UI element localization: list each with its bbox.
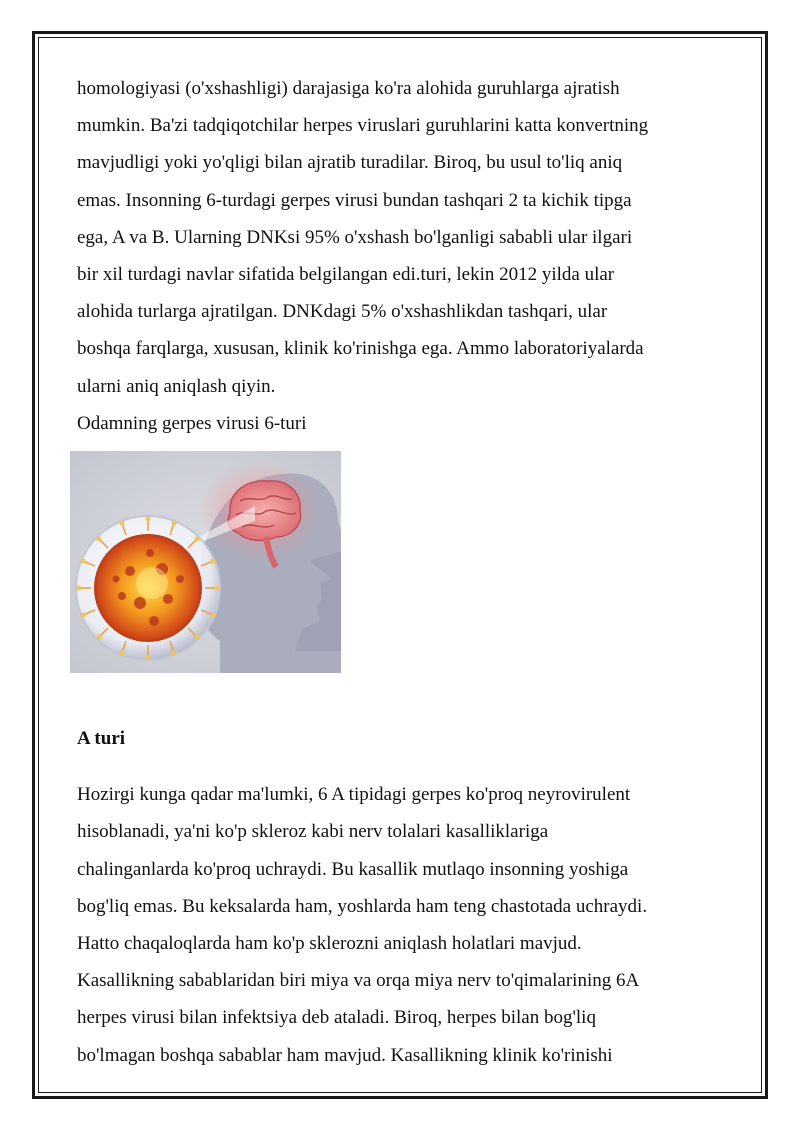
text-line: hisoblanadi, ya'ni ko'p skleroz kabi nerv tolalari kasalliklariga [77, 821, 549, 843]
text-line: Hatto chaqaloqlarda ham ko'p sklerozni aniqlash holatlari mavjud. [77, 933, 582, 955]
text-line: Hozirgi kunga qadar ma'lumki, 6 A tipidagi gerpes ko'proq neyrovirulent [77, 784, 631, 806]
figure-caption [77, 405, 727, 442]
text-line: homologiyasi (o'xshashligi) darajasiga ko'ra alohida guruhlarga ajratish [77, 78, 620, 99]
text-line: ularni aniq aniqlash qiyin. [77, 375, 276, 397]
text-line: bog'liq emas. Bu keksalarda ham, yoshlarda ham teng chastotada uchraydi. [77, 895, 648, 917]
text-line: chalinganlarda ko'proq uchraydi. Bu kasallik mutlaqo insonning yoshiga [77, 858, 629, 880]
text-line: bir xil turdagi navlar sifatida belgilangan edi.turi, lekin 2012 yilda ular [77, 264, 615, 286]
text-line: bo'lmagan boshqa sabablar ham mavjud. Kasallikning klinik ko'rinishi [77, 1044, 613, 1066]
text-line: emas. Insonning 6-turdagi gerpes virusi bundan tashqari 2 ta kichik tipga [77, 189, 632, 211]
text-line: ega, A va B. Ularning DNKsi 95% o'xshash bo'lganligi sababli ular ilgari [77, 226, 633, 248]
section-a [77, 701, 737, 1093]
figure-caption-text: Odamning gerpes virusi 6-turi [77, 412, 307, 434]
text-line: alohida turlarga ajratilgan. DNKdagi 5% o'xshashlikdan tashqari, ular [77, 301, 608, 323]
text-line: mumkin. Ba'zi tadqiqotchilar herpes viruslari guruhlarini katta konvertning [77, 115, 649, 137]
section-heading [77, 720, 737, 757]
paragraph-2 [77, 776, 737, 1074]
document-body [77, 70, 727, 442]
section-heading-text: A turi [77, 728, 126, 749]
paragraph-1 [77, 70, 727, 405]
virus-brain-illustration [70, 451, 341, 673]
text-line: Kasallikning sabablaridan biri miya va orqa miya nerv to'qimalarining 6A [77, 970, 640, 992]
text-line: boshqa farqlarga, xususan, klinik ko'rinishga ega. Ammo laboratoriyalarda [77, 338, 644, 360]
text-line: herpes virusi bilan infektsiya deb ataladi. Biroq, herpes bilan bog'liq [77, 1007, 596, 1029]
text-line: mavjudligi yoki yo'qligi bilan ajratib turadilar. Biroq, bu usul to'liq aniq [77, 152, 623, 174]
